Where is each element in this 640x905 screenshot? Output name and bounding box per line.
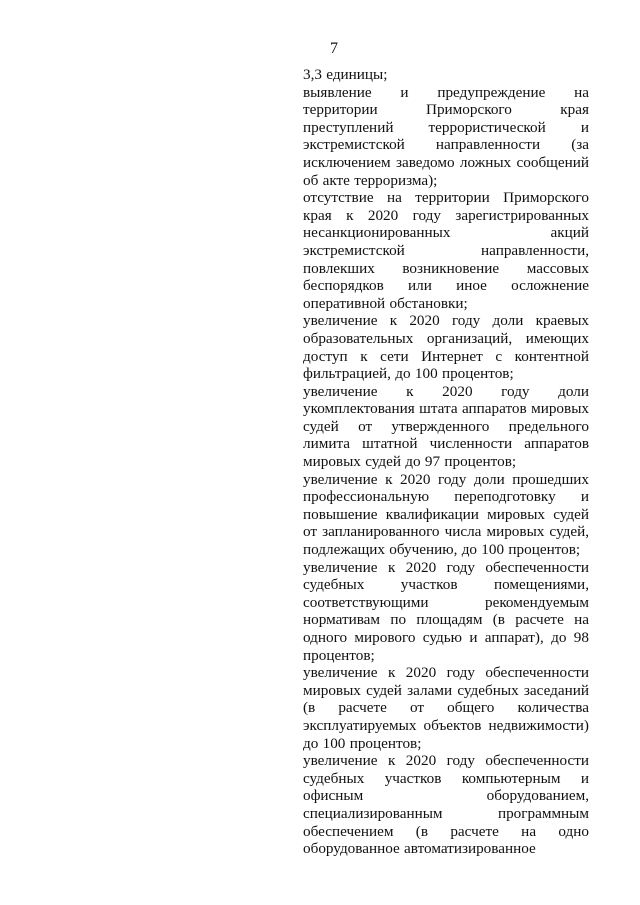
- document-body: [303, 66, 589, 858]
- paragraph-8: увеличение к 2020 году обеспеченности мировых судей залами судебных заседаний (в расчете от общего количества эксплуатируемых объектов недвижимости) до 100 процентов;: [303, 664, 589, 752]
- paragraph-3: отсутствие на территории Приморского края к 2020 году зарегистрированных несанкционированных акций экстремистской направленности, повлекших возникновение массовых беспорядков или иное осложнение оперативной обстановки;: [303, 189, 589, 312]
- paragraph-9: увеличение к 2020 году обеспеченности судебных участков компьютерным и офисным оборудованием, специализированным программным обеспечением (в расчете на одно оборудованное автоматизированное: [303, 752, 589, 858]
- paragraph-7: увеличение к 2020 году обеспеченности судебных участков помещениями, соответствующими рекомендуемым нормативам по площадям (в расчете на одного мирового судью и аппарат), до 98 процентов;: [303, 558, 589, 664]
- paragraph-4: увеличение к 2020 году доли краевых образовательных организаций, имеющих доступ к сети Интернет с контентной фильтрацией, до 100 процентов;: [303, 312, 589, 383]
- paragraph-1: 3,3 единицы;: [303, 66, 388, 83]
- page-number: 7: [330, 40, 338, 57]
- paragraph-5: увеличение к 2020 году доли укомплектования штата аппаратов мировых судей от утвержденного предельного лимита штатной численности аппаратов мировых судей до 97 процентов;: [303, 382, 589, 471]
- paragraph-6: увеличение к 2020 году доли прошедших профессиональную переподготовку и повышение квалификации мировых судей от запланированного числа мировых судей, подлежащих обучению, до 100 процентов;: [303, 470, 589, 559]
- paragraph-2: выявление и предупреждение на территории Приморского края преступлений террористической и экстремистской направленности (за исключением заведомо ложных сообщений об акте терроризма);: [303, 83, 589, 189]
